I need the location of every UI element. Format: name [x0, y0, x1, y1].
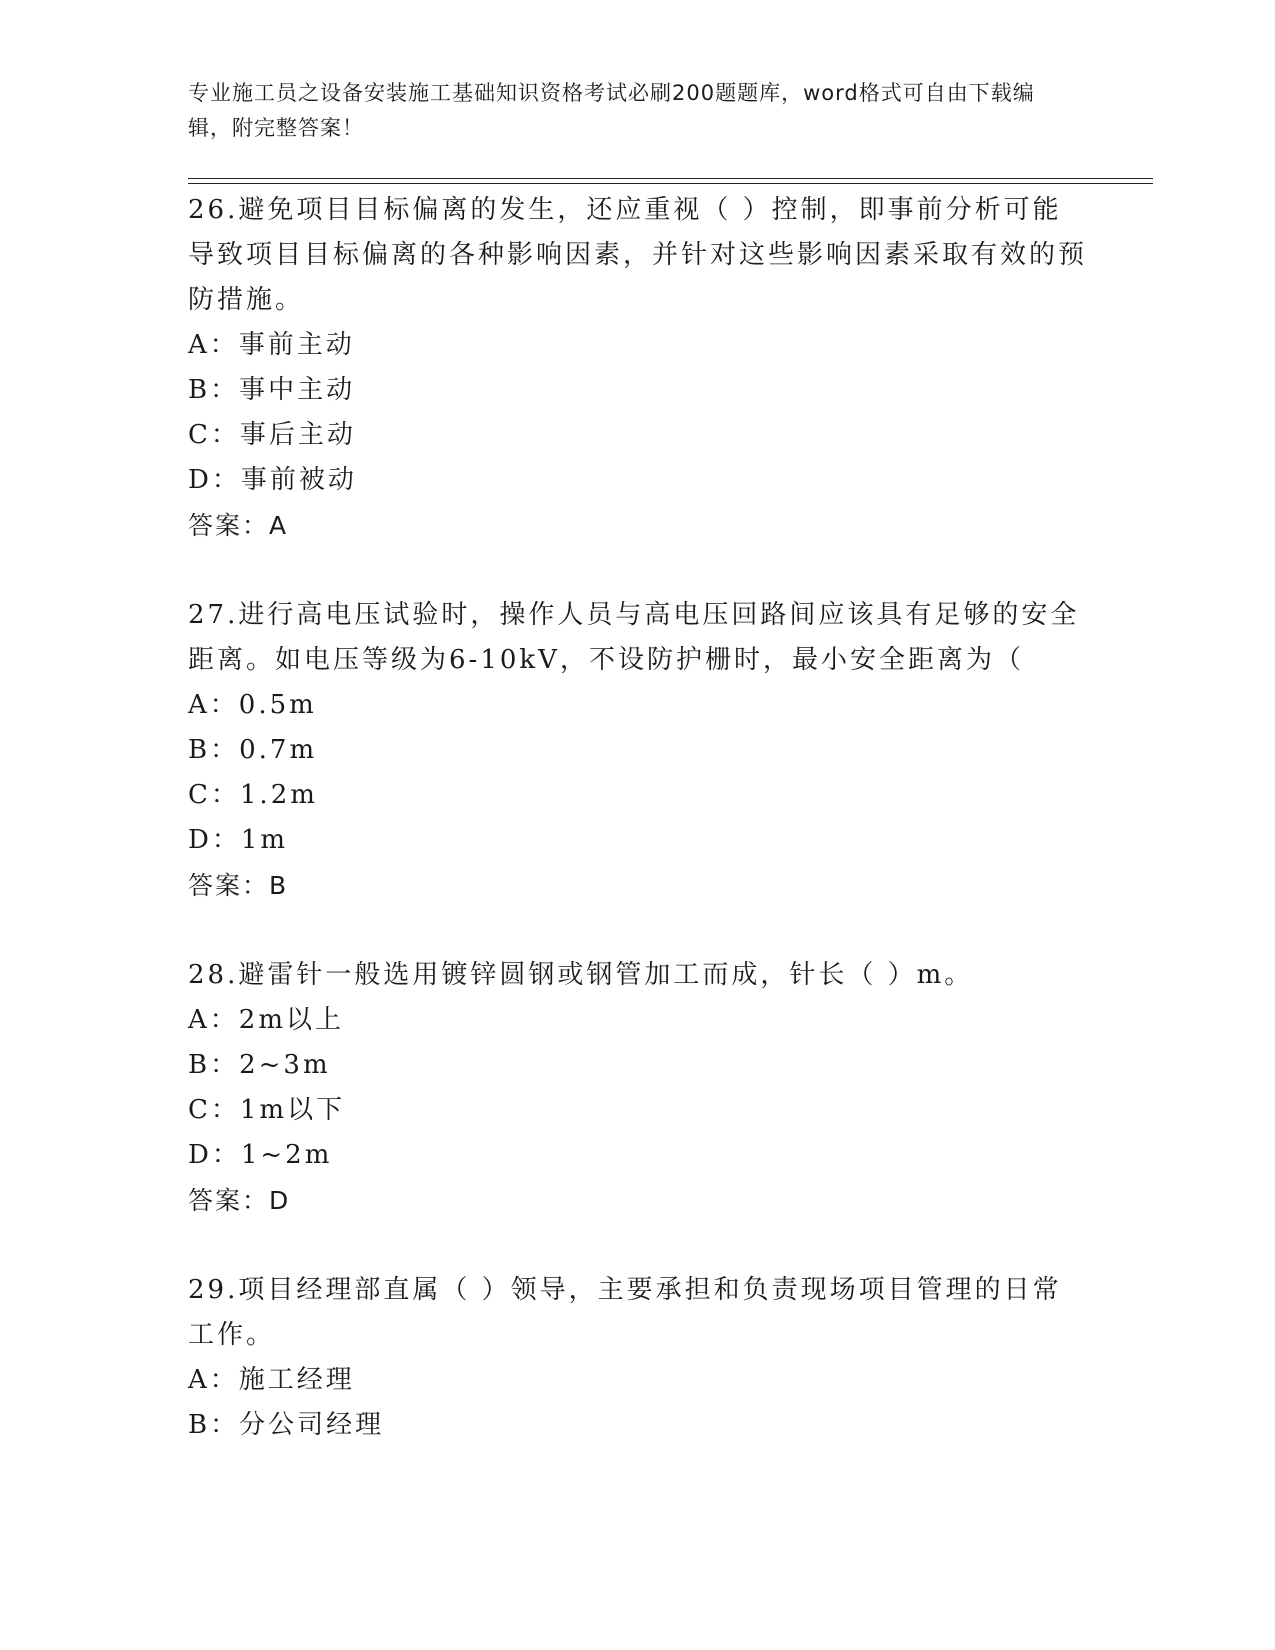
- option-b: B：2~3m: [188, 1050, 331, 1080]
- question-stem: 28.避雷针一般选用镀锌圆钢或钢管加工而成，针长（ ）m。: [188, 960, 974, 990]
- option-a: A：施工经理: [188, 1365, 355, 1395]
- header-divider-bottom: [188, 183, 1153, 184]
- answer-label: 答案：B: [188, 871, 289, 900]
- question-28: [188, 953, 1088, 1223]
- question-spacer: [188, 908, 1088, 953]
- option-d: D：1m: [188, 825, 289, 855]
- option-c: C：事后主动: [188, 420, 356, 450]
- question-list: [188, 188, 1088, 1448]
- option-b: B：分公司经理: [188, 1410, 385, 1440]
- question-stem: 29.项目经理部直属（ ）领导，主要承担和负责现场项目管理的日常工作。: [188, 1275, 1062, 1350]
- option-a: A：0.5m: [188, 690, 317, 720]
- option-d: D：1~2m: [188, 1140, 333, 1170]
- answer-label: 答案：D: [188, 1186, 291, 1215]
- question-27: [188, 593, 1088, 908]
- option-c: C：1.2m: [188, 780, 318, 810]
- option-b: B：事中主动: [188, 375, 356, 405]
- document-header: 专业施工员之设备安装施工基础知识资格考试必刷200题题库，word格式可自由下载编辑，附完整答案！: [188, 81, 1035, 140]
- question-29: [188, 1268, 1088, 1448]
- question-26: [188, 188, 1088, 548]
- option-a: A：事前主动: [188, 330, 355, 360]
- option-b: B：0.7m: [188, 735, 318, 765]
- option-d: D：事前被动: [188, 465, 357, 495]
- option-c: C：1m以下: [188, 1095, 346, 1125]
- answer-label: 答案：A: [188, 511, 289, 540]
- header-divider-top: [188, 178, 1153, 179]
- question-stem: 26.避免项目目标偏离的发生，还应重视（ ）控制，即事前分析可能导致项目目标偏离的各种影响因素，并针对这些影响因素采取有效的预防措施。: [188, 195, 1088, 315]
- question-stem: 27.进行高电压试验时，操作人员与高电压回路间应该具有足够的安全距离。如电压等级为6-10kV，不设防护栅时，最小安全距离为（: [188, 600, 1080, 675]
- question-spacer: [188, 1223, 1088, 1268]
- option-a: A：2m以上: [188, 1005, 344, 1035]
- question-spacer: [188, 548, 1088, 593]
